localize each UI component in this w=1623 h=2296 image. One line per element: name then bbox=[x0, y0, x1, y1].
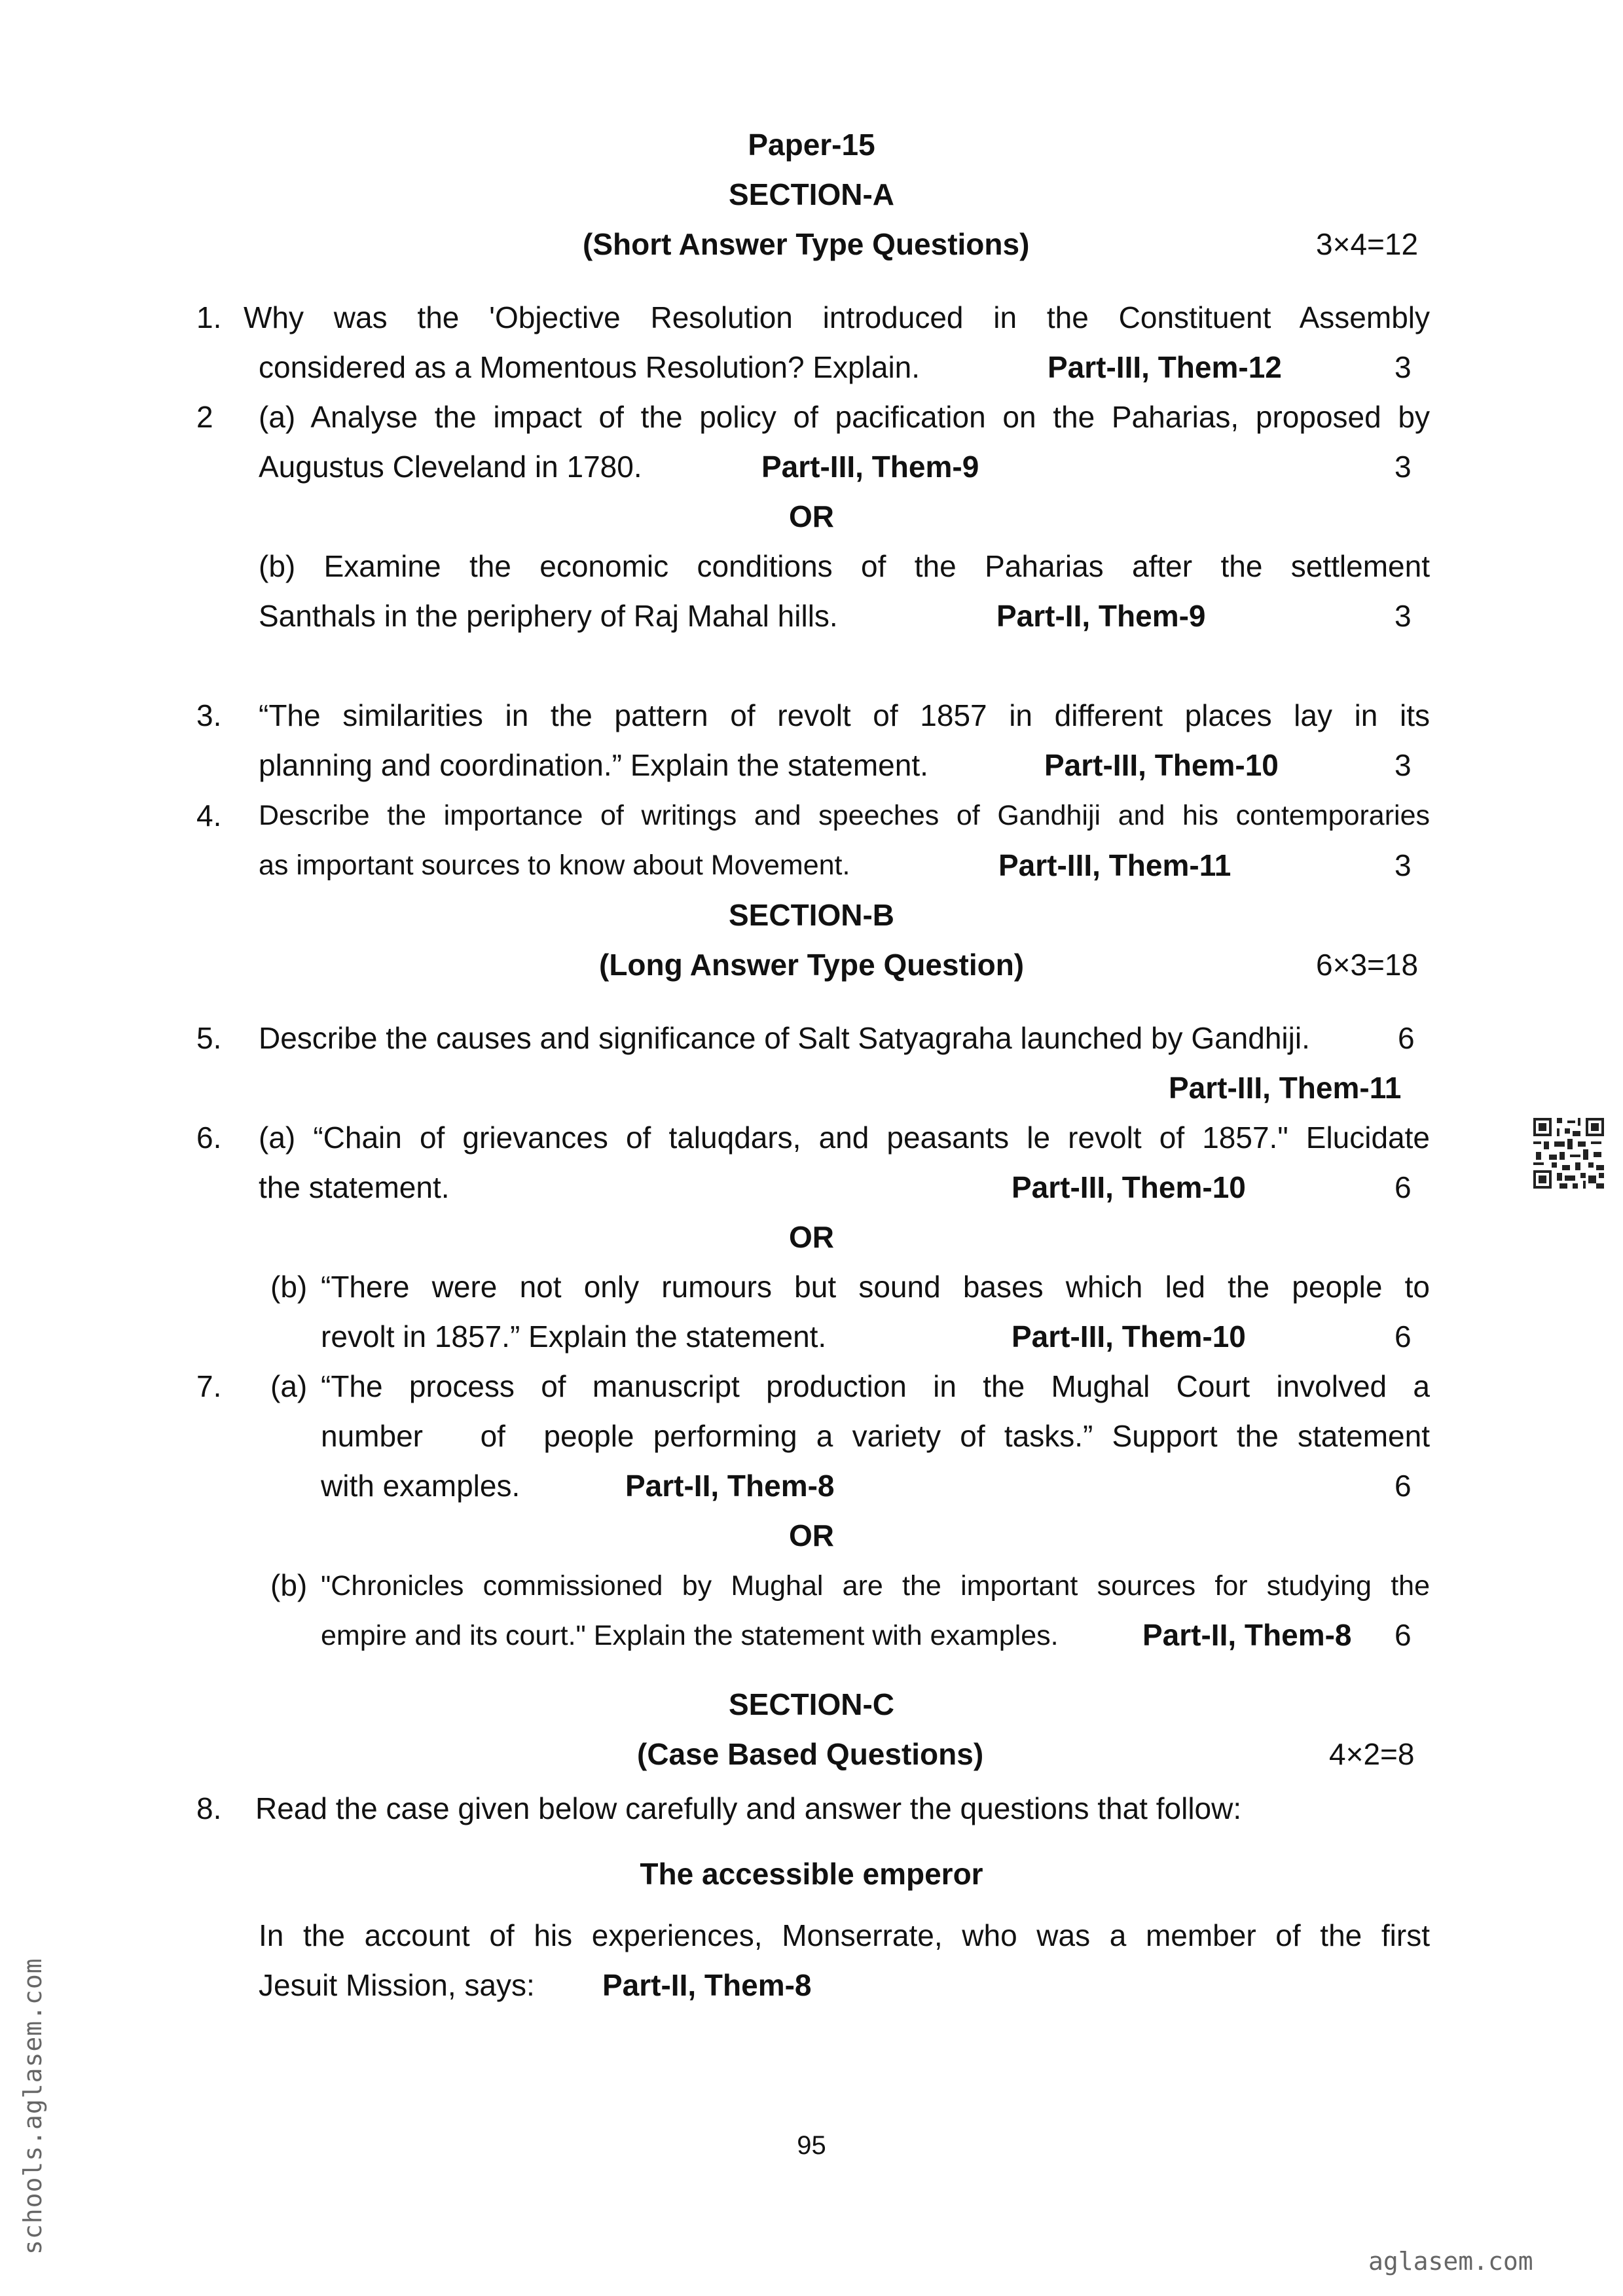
q6b-reference: Part-III, Them-10 bbox=[1012, 1319, 1246, 1354]
q7b-text-line2: empire and its court." Explain the statement with examples. bbox=[321, 1620, 1059, 1651]
q6-number: 6. bbox=[196, 1121, 222, 1155]
q6a-text-line1: (a) “Chain of grievances of taluqdars, and peasants le revolt of 1857." Elucidate bbox=[259, 1121, 1430, 1155]
q6a-marks: 6 bbox=[1395, 1170, 1412, 1204]
q2b-text-line2: Santhals in the periphery of Raj Mahal hills. bbox=[259, 599, 838, 633]
q5-reference: Part-III, Them-11 bbox=[1169, 1071, 1402, 1105]
q4-number: 4. bbox=[196, 798, 222, 833]
q6b-marks: 6 bbox=[1395, 1319, 1412, 1354]
q3-number: 3. bbox=[196, 698, 222, 732]
qr-code-icon bbox=[1531, 1115, 1607, 1191]
section-a-type: (Short Answer Type Questions) bbox=[583, 227, 1030, 261]
q6a-text-line2: the statement. bbox=[259, 1170, 450, 1204]
q7a-marks: 6 bbox=[1395, 1469, 1412, 1503]
q1-marks: 3 bbox=[1395, 350, 1412, 384]
q6-or: OR bbox=[789, 1220, 834, 1254]
q7b-label: (b) bbox=[270, 1568, 308, 1602]
q3-marks: 3 bbox=[1395, 748, 1412, 782]
q1-text-line2: considered as a Momentous Resolution? Explain. bbox=[259, 350, 921, 384]
side-watermark: schools.aglasem.com bbox=[18, 1958, 47, 2255]
case-title: The accessible emperor bbox=[640, 1857, 983, 1891]
section-a-title: SECTION-A bbox=[729, 177, 894, 211]
q4-marks: 3 bbox=[1395, 848, 1412, 882]
q5-text-line1: Describe the causes and significance of Salt Satyagraha launched by Gandhiji. bbox=[259, 1021, 1310, 1055]
page-number: 95 bbox=[797, 2131, 826, 2160]
q1-number: 1. bbox=[196, 300, 222, 334]
q7a-text-line2: number of people performing a variety of tasks.” Support the statement bbox=[321, 1419, 1430, 1453]
section-c-title: SECTION-C bbox=[729, 1687, 894, 1721]
q7a-reference: Part-II, Them-8 bbox=[625, 1469, 835, 1503]
q6b-text-line1: “There were not only rumours but sound bases which led the people to bbox=[321, 1270, 1430, 1304]
q6b-label: (b) bbox=[270, 1270, 308, 1304]
q8-instruction: Read the case given below carefully and answer the questions that follow: bbox=[255, 1791, 1242, 1825]
q3-text-line1: “The similarities in the pattern of revolt of 1857 in different places lay in its bbox=[259, 698, 1430, 732]
q5-marks: 6 bbox=[1398, 1021, 1415, 1055]
q6b-text-line2: revolt in 1857.” Explain the statement. bbox=[321, 1319, 827, 1354]
q7a-label: (a) bbox=[270, 1369, 308, 1403]
q2a-text-line2: Augustus Cleveland in 1780. bbox=[259, 450, 642, 484]
q1-reference: Part-III, Them-12 bbox=[1048, 350, 1282, 384]
q3-reference: Part-III, Them-10 bbox=[1044, 748, 1279, 782]
section-c-marks: 4×2=8 bbox=[1329, 1737, 1415, 1771]
section-c-type: (Case Based Questions) bbox=[637, 1737, 984, 1771]
q8-number: 8. bbox=[196, 1791, 222, 1825]
q4-text-line2: as important sources to know about Movement. bbox=[259, 850, 850, 881]
q2b-reference: Part-II, Them-9 bbox=[996, 599, 1206, 633]
q2-number: 2 bbox=[196, 400, 213, 434]
section-b-type: (Long Answer Type Question) bbox=[599, 948, 1025, 982]
q7b-marks: 6 bbox=[1395, 1618, 1412, 1652]
q1-text-line1: Why was the 'Objective Resolution introduced in the Constituent Assembly bbox=[244, 300, 1430, 334]
q7-number: 7. bbox=[196, 1369, 222, 1403]
q4-text-line1: Describe the importance of writings and speeches of Gandhiji and his contemporaries bbox=[259, 800, 1430, 831]
bottom-watermark: aglasem.com bbox=[1368, 2247, 1533, 2276]
q2a-marks: 3 bbox=[1395, 450, 1412, 484]
q2b-marks: 3 bbox=[1395, 599, 1412, 633]
q2b-text-line1: (b) Examine the economic conditions of the Paharias after the settlement bbox=[259, 549, 1430, 583]
q7a-text-line1: “The process of manuscript production in the Mughal Court involved a bbox=[321, 1369, 1430, 1403]
case-paragraph-line2: Jesuit Mission, says: bbox=[259, 1968, 535, 2002]
q7-or: OR bbox=[789, 1518, 834, 1552]
case-paragraph-line1: In the account of his experiences, Monserrate, who was a member of the first bbox=[259, 1918, 1430, 1952]
q7a-text-line3: with examples. bbox=[321, 1469, 520, 1503]
q7b-text-line1: "Chronicles commissioned by Mughal are the important sources for studying the bbox=[321, 1570, 1430, 1602]
q3-text-line2: planning and coordination.” Explain the statement. bbox=[259, 748, 928, 782]
section-b-title: SECTION-B bbox=[729, 898, 894, 932]
q4-reference: Part-III, Them-11 bbox=[998, 848, 1231, 882]
case-reference: Part-II, Them-8 bbox=[602, 1968, 812, 2002]
section-a-marks: 3×4=12 bbox=[1316, 227, 1419, 261]
q5-number: 5. bbox=[196, 1021, 222, 1055]
q6a-reference: Part-III, Them-10 bbox=[1012, 1170, 1246, 1204]
paper-title: Paper-15 bbox=[748, 128, 875, 162]
q2-or: OR bbox=[789, 499, 834, 533]
q2a-reference: Part-III, Them-9 bbox=[761, 450, 979, 484]
q7b-reference: Part-II, Them-8 bbox=[1142, 1618, 1352, 1652]
q2a-text-line1: (a) Analyse the impact of the policy of pacification on the Paharias, proposed by bbox=[259, 400, 1430, 434]
section-b-marks: 6×3=18 bbox=[1316, 948, 1419, 982]
